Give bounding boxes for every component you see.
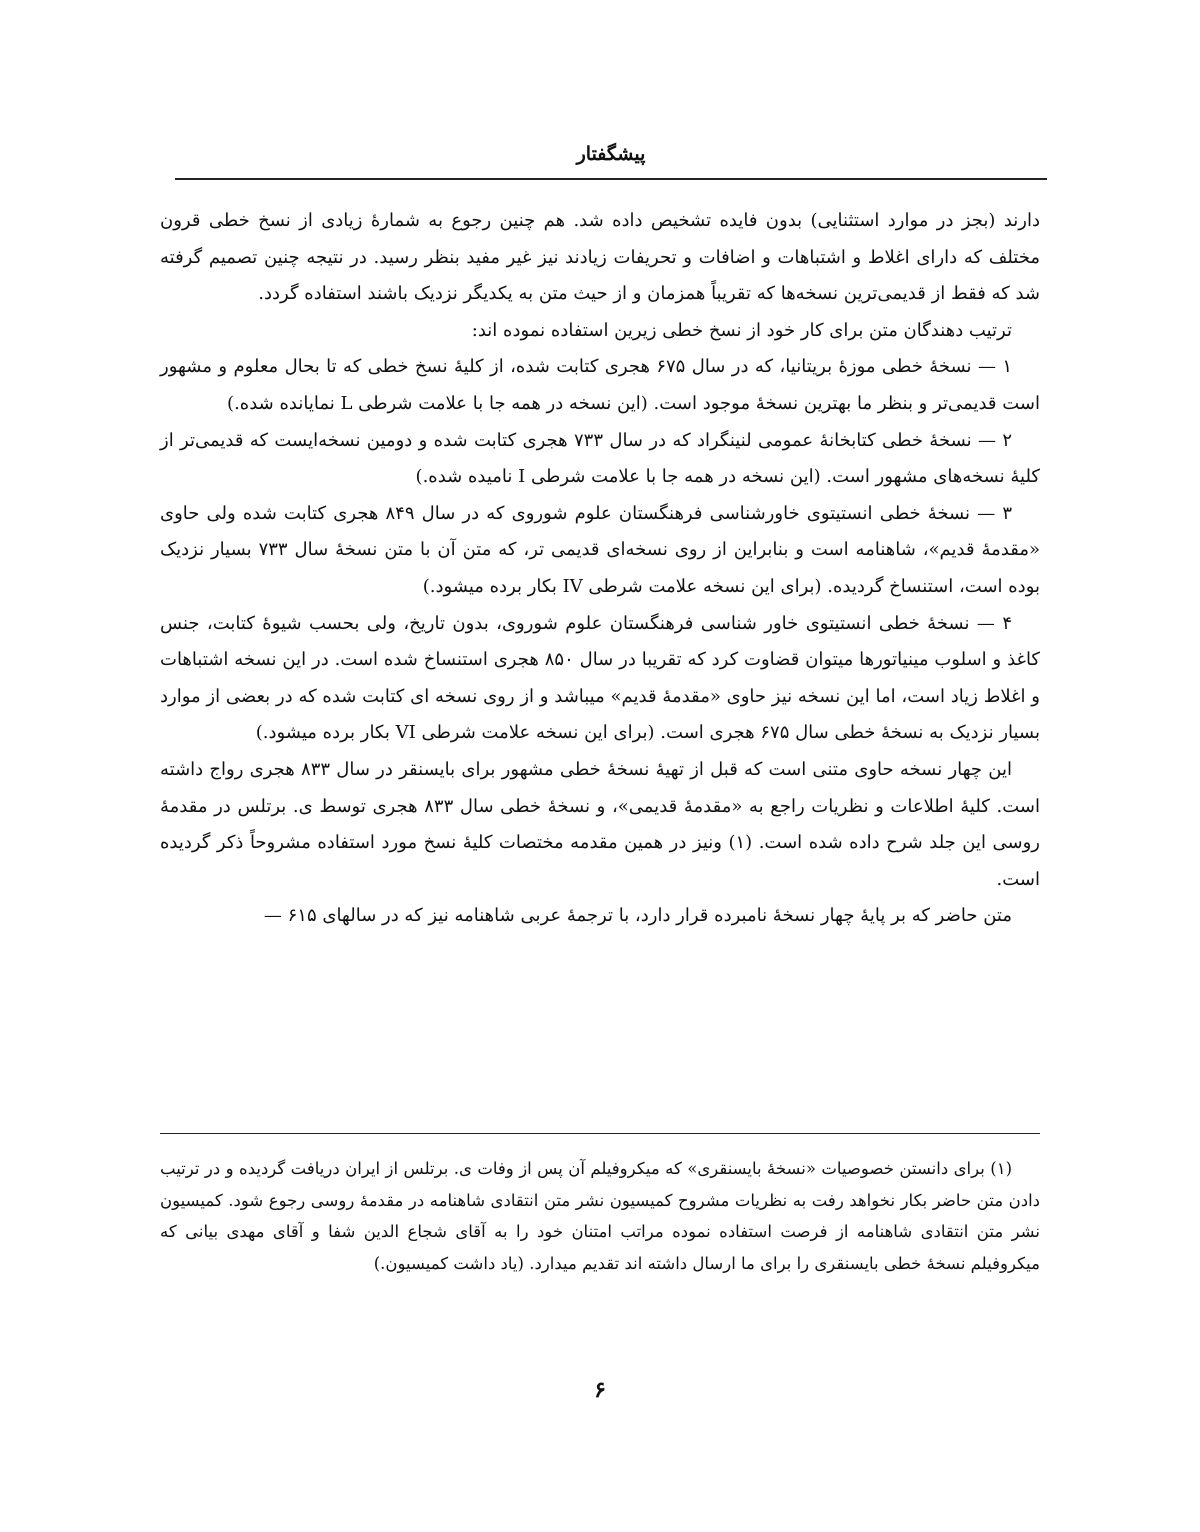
paragraph-four-manuscripts: این چهار نسخه حاوی متنی است که قبل از تهیهٔ نسخهٔ خطی مشهور برای بایسنقر در سال ۸۳۳ هجری رواج داشته است. کلیهٔ اطلاعات و نظریات راجع به «مقدمهٔ قدیمی»، و نسخهٔ خطی سال ۸۳۳ هجری توسط ی. برتلس در مقدمهٔ روسی این جلد شرح داده شده است. (۱) ونیز در همین مقدمه مختصات کلیهٔ نسخ مورد استفاده مشروحاً ذکر گردیده است.	[160, 758, 1041, 890]
footnote	[160, 1153, 1040, 1279]
footnote-rule	[160, 1133, 1040, 1134]
paragraph-present-text: متن حاضر که بر پایهٔ چهار نسخهٔ نامبرده قرار دارد، با ترجمهٔ عربی شاهنامه نیز که در سالهای ۶۱۵ —	[263, 905, 1012, 927]
header-rule	[175, 178, 1047, 180]
paragraph-continuation: دارند (بجز در موارد استثنایی) بدون فایده تشخیص داده شد. هم چنین رجوع به شمارهٔ زیادی از نسخ خطی قرون مختلف که دارای اغلاط و اشتباهات و اضافات و تحریفات زیادند نیز غیر مفید بنظر رسید. در نتیجه چنین تصمیم گرفته شد که فقط از قدیمی‌ترین نسخه‌ها که تقریباً همزمان و از حیث متن به یکدیگر نزدیک باشند استفاده گردد.	[160, 210, 1040, 305]
paragraph-manuscript-4: ۴ — نسخهٔ خطی انستیتوی خاور شناسی فرهنگستان علوم شوروی، بدون تاریخ، ولی بحسب شیوهٔ کتابت، جنس کاغذ و اسلوب مینیاتورها میتوان قضاوت کرد که تقریبا در سال ۸۵۰ هجری استنساخ شده است. در این نسخه اشتباهات و اغلاط زیاد است، اما این نسخه نیز حاوی «مقدمهٔ قدیم» میباشد و از روی نسخه ای کتابت شده که در بعضی از موارد بسیار نزدیک به نسخهٔ خطی سال ۶۷۵ هجری است. (برای این نسخه علامت شرطی VI بکار برده میشود.)	[160, 612, 1040, 744]
paragraph-intro-manuscripts: ترتیب دهندگان متن برای کار خود از نسخ خطی زیرین استفاده نموده اند:	[471, 319, 1012, 341]
footnote-text: (۱) برای دانستن خصوصیات «نسخهٔ بایسنقری» که میکروفیلم آن پس از وفات ی. برتلس از ایران دریافت گردیده و در ترتیب دادن متن حاضر بکار نخواهد رفت به نظریات مشروح کمیسیون نشر متن انتقادی شاهنامه در مقدمهٔ روسی رجوع شود. کمیسیون نشر متن انتقادی شاهنامه از فرصت استفاده نموده مراتب امتنان خود را به آقای شجاع الدین شفا و آقای مهدی بیانی که میکروفیلم نسخهٔ خطی بایسنقری را برای ما ارسال داشته اند تقدیم میدارد. (یاد داشت کمیسیون.)	[160, 1159, 1040, 1273]
body-text	[160, 203, 1040, 935]
paragraph-manuscript-2: ۲ — نسخهٔ خطی کتابخانهٔ عمومی لنینگراد که در سال ۷۳۳ هجری کتابت شده و دومین نسخه‌ایست که قدیمی‌تر از کلیهٔ نسخه‌های مشهور است. (این نسخه در همه جا با علامت شرطی I نامیده شده.)	[160, 429, 1040, 488]
running-header-title: پیشگفتار	[576, 143, 646, 165]
paragraph-manuscript-1: ۱ — نسخهٔ خطی موزهٔ بریتانیا، که در سال ۶۷۵ هجری کتابت شده، از کلیهٔ نسخ خطی که تا بحال معلوم و مشهور است قدیمی‌تر و بنظر ما بهترین نسخهٔ موجود است. (این نسخه در همه جا با علامت شرطی L نمایانده شده.)	[160, 356, 1040, 414]
paragraph-manuscript-3: ۳ — نسخهٔ خطی انستیتوی خاورشناسی فرهنگستان علوم شوروی که در سال ۸۴۹ هجری کتابت شده ولی حاوی «مقدمهٔ قدیم»، شاهنامه است و بنابراین از روی نسخه‌ای قدیمی تر، که متن آن با متن نسخهٔ سال ۷۳۳ بسیار نزدیک بوده است، استنساخ گردیده. (برای این نسخه علامت شرطی IV بکار برده میشود.)	[160, 502, 1041, 597]
page-number: ۶	[594, 1377, 606, 1403]
